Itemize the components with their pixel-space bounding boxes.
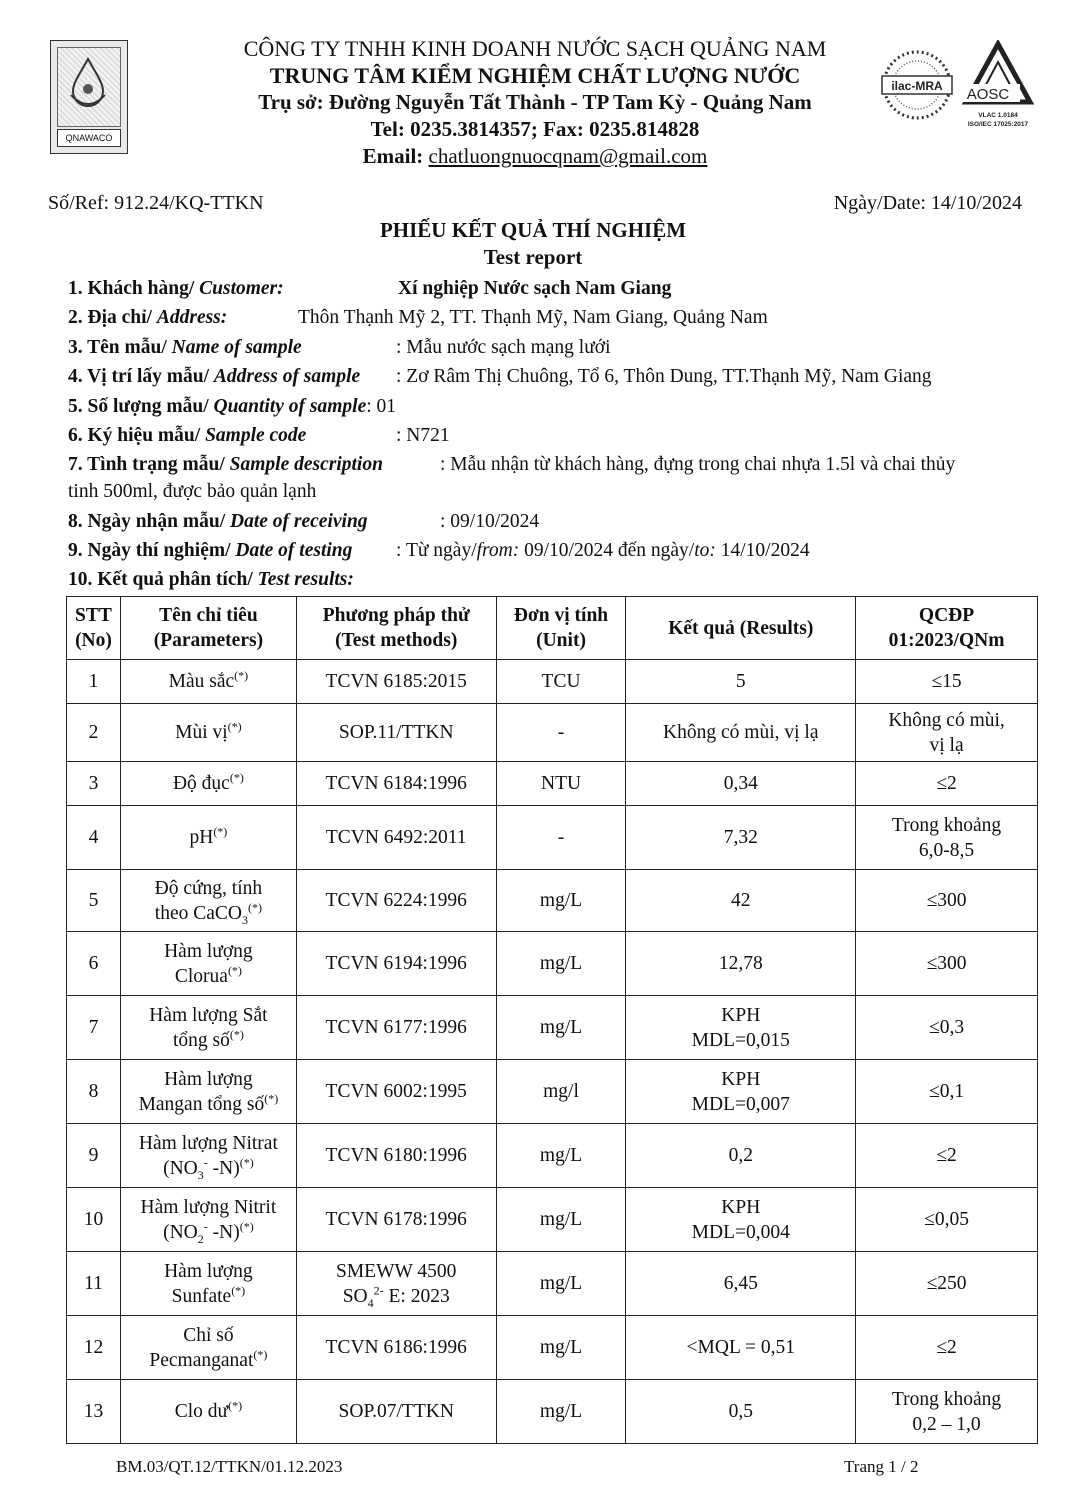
cell-no xyxy=(67,932,121,996)
iso-standard: ISO/IEC 17025:2017 xyxy=(967,121,1029,128)
cell-method xyxy=(296,1316,496,1380)
email-link[interactable]: chatluongnuocqnam@gmail.com xyxy=(428,144,708,168)
unit-value: - xyxy=(557,722,565,743)
test-method: TCVN 6178:1996 xyxy=(325,1209,467,1230)
sample-code-line: 6. Ký hiệu mẫu/ Sample code : N721 xyxy=(68,425,450,446)
cell-result xyxy=(626,704,856,762)
report-subtitle: Test report xyxy=(483,245,583,269)
company-logo xyxy=(50,40,128,154)
row-number: 3 xyxy=(88,773,99,794)
unit-value: mg/L xyxy=(539,1145,583,1166)
sample-description-value: : Mẫu nhận từ khách hàng, đựng trong chai nhựa 1.5l và chai thủy xyxy=(440,454,956,475)
row-number: 12 xyxy=(83,1337,104,1358)
header-stt: STT (No) xyxy=(67,597,121,660)
table-row xyxy=(67,1252,1038,1316)
cell-standard xyxy=(856,996,1038,1060)
quantity-line: 5. Số lượng mẫu/ Quantity of sample: 01 xyxy=(68,396,397,417)
cell-parameter: Chỉ số Pecmanganat(*) xyxy=(120,1316,296,1380)
customer-value: Xí nghiệp Nước sạch Nam Giang xyxy=(398,278,672,299)
cell-standard xyxy=(856,1380,1038,1444)
parameter-name: Hàm lượng xyxy=(164,940,253,962)
standard-value: Không có mùi, xyxy=(888,709,1005,731)
ilac-mra-logo-icon xyxy=(878,46,956,124)
test-method: TCVN 6185:2015 xyxy=(325,671,467,692)
form-code: BM.03/QT.12/TTKN/01.12.2023 xyxy=(116,1457,343,1476)
aosc-text: AOSC xyxy=(966,86,1010,103)
row-number: 4 xyxy=(88,827,99,848)
cell-unit xyxy=(496,1188,626,1252)
result-value: 7,32 xyxy=(723,827,758,848)
unit-value: mg/L xyxy=(539,1273,583,1294)
row-number: 9 xyxy=(88,1145,99,1166)
cell-no xyxy=(67,1060,121,1124)
cell-no xyxy=(67,870,121,932)
standard-value: ≤2 xyxy=(936,1337,957,1358)
row-number: 2 xyxy=(88,722,99,743)
cell-method xyxy=(296,704,496,762)
cell-method xyxy=(296,1380,496,1444)
cell-method xyxy=(296,1124,496,1188)
result-value: 12,78 xyxy=(718,953,763,974)
table-row xyxy=(67,1188,1038,1252)
cell-parameter: Độ đục(*) xyxy=(120,762,296,806)
table-row xyxy=(67,1060,1038,1124)
aosc-accreditation-logo-icon xyxy=(958,40,1038,130)
company-address: Trụ sở: Đường Nguyễn Tất Thành - TP Tam Kỳ - Quảng Nam xyxy=(258,90,812,114)
cell-parameter: Hàm lượng Nitrat ($NO_3^-$ -N)(*) xyxy=(120,1124,296,1188)
test-method: TCVN 6184:1996 xyxy=(325,773,467,794)
result-value: 5 xyxy=(735,671,746,692)
cell-result xyxy=(626,1316,856,1380)
test-method: TCVN 6180:1996 xyxy=(325,1145,467,1166)
email-label: Email: xyxy=(362,144,424,168)
test-method-cont: E: 2023 xyxy=(383,1285,450,1307)
result-value: MDL=0,007 xyxy=(691,1093,790,1115)
cell-no xyxy=(67,806,121,870)
parameter-name-cont: -N) xyxy=(207,1157,240,1179)
unit-value: mg/L xyxy=(539,1209,583,1230)
report-date: Ngày/Date: 14/10/2024 xyxy=(833,192,1022,214)
sample-name-line: 3. Tên mẫu/ Name of sample : Mẫu nước sạch mạng lưới xyxy=(68,337,611,358)
cell-result xyxy=(626,1060,856,1124)
parameter-name-cont: (NO xyxy=(163,1221,198,1243)
cell-method xyxy=(296,762,496,806)
cell-result xyxy=(626,1252,856,1316)
table-row xyxy=(67,806,1038,870)
header-parameters: Tên chỉ tiêu (Parameters) xyxy=(120,597,296,660)
cell-no xyxy=(67,1124,121,1188)
cell-parameter: Hàm lượng Nitrit ($NO_2^-$ -N)(*) xyxy=(120,1188,296,1252)
table-header-row xyxy=(67,597,1038,660)
result-value: 0,2 xyxy=(728,1145,753,1166)
cell-method xyxy=(296,806,496,870)
results-heading: 10. Kết quả phân tích/ Test results: xyxy=(68,569,354,590)
cell-no xyxy=(67,996,121,1060)
page-number: Trang 1 / 2 xyxy=(844,1457,919,1476)
cell-no xyxy=(67,660,121,704)
standard-value: 0,2 – 1,0 xyxy=(912,1413,981,1435)
cell-no xyxy=(67,1188,121,1252)
cell-standard xyxy=(856,762,1038,806)
header-methods: Phương pháp thử (Test methods) xyxy=(296,597,496,660)
cell-method xyxy=(296,1060,496,1124)
table-row xyxy=(67,704,1038,762)
row-number: 1 xyxy=(88,671,99,692)
cell-standard xyxy=(856,870,1038,932)
address-line: 2. Địa chỉ/ Address: Thôn Thạnh Mỹ 2, TT. Thạnh Mỹ, Nam Giang, Quảng Nam xyxy=(68,307,768,328)
standard-value: Trong khoảng xyxy=(891,1388,1002,1410)
cell-result xyxy=(626,932,856,996)
result-value: 0,5 xyxy=(728,1401,753,1422)
table-row xyxy=(67,1124,1038,1188)
results-table xyxy=(66,596,1038,1444)
sample-location-line: 4. Vị trí lấy mẫu/ Address of sample : Zơ Râm Thị Chuông, Tổ 6, Thôn Dung, TT.Thạnh Mỹ, Nam Giang xyxy=(68,366,932,387)
cell-result xyxy=(626,806,856,870)
standard-value: Trong khoảng xyxy=(891,814,1002,836)
test-method: TCVN 6002:1995 xyxy=(325,1081,467,1102)
logo-brand-text: QNAWACO xyxy=(57,129,121,147)
parameter-name: Hàm lượng Sắt xyxy=(149,1004,268,1026)
test-method: SOP.11/TTKN xyxy=(338,722,454,743)
customer-line: 1. Khách hàng/ Customer: Xí nghiệp Nước sạch Nam Giang xyxy=(68,278,672,299)
parameter-name-cont: tổng số xyxy=(172,1029,230,1051)
cell-unit xyxy=(496,660,626,704)
standard-value: ≤0,3 xyxy=(929,1017,965,1038)
result-value: 0,34 xyxy=(723,773,758,794)
parameter-name-cont: Mangan tổng số xyxy=(138,1093,265,1115)
result-value: 6,45 xyxy=(723,1273,758,1294)
result-value: KPH xyxy=(721,1068,761,1090)
sample-location-value: : Zơ Râm Thị Chuông, Tổ 6, Thôn Dung, TT.Thạnh Mỹ, Nam Giang xyxy=(396,366,932,387)
table-row xyxy=(67,1316,1038,1380)
cell-method xyxy=(296,1188,496,1252)
testing-date-value: : Từ ngày/from: 09/10/2024 đến ngày/to: 14/10/2024 xyxy=(396,540,810,561)
cell-result xyxy=(626,1124,856,1188)
cell-no xyxy=(67,1252,121,1316)
table-row xyxy=(67,762,1038,806)
result-value: <MQL = 0,51 xyxy=(686,1337,796,1358)
cell-result xyxy=(626,996,856,1060)
parameter-name: Hàm lượng xyxy=(164,1068,253,1090)
result-value: MDL=0,015 xyxy=(691,1029,790,1051)
vilas-code: VLAC 1.0184 xyxy=(978,112,1018,119)
standard-value: vị lạ xyxy=(929,734,964,756)
cell-no xyxy=(67,762,121,806)
parameter-name: Hàm lượng Nitrat xyxy=(138,1132,278,1154)
center-name: TRUNG TÂM KIỂM NGHIỆM CHẤT LƯỢNG NƯỚC xyxy=(269,63,801,88)
row-number: 5 xyxy=(88,890,99,911)
water-drop-logo-icon xyxy=(65,55,111,111)
row-number: 8 xyxy=(88,1081,99,1102)
unit-value: - xyxy=(557,827,565,848)
cell-parameter: Hàm lượng Sunfate(*) xyxy=(120,1252,296,1316)
cell-method: SMEWW 4500 $SO_4^{2-}$ E: 2023 xyxy=(296,1252,496,1316)
cell-unit xyxy=(496,1380,626,1444)
cell-parameter: pH(*) xyxy=(120,806,296,870)
reference-number: Số/Ref: 912.24/KQ-TTKN xyxy=(48,192,264,214)
unit-value: mg/L xyxy=(539,1017,583,1038)
cell-no xyxy=(67,1380,121,1444)
result-value: 42 xyxy=(731,890,751,911)
parameter-name: pH xyxy=(189,827,214,848)
standard-value: ≤300 xyxy=(926,953,967,974)
cell-standard xyxy=(856,1060,1038,1124)
company-phone: Tel: 0235.3814357; Fax: 0235.814828 xyxy=(370,117,700,141)
cell-unit xyxy=(496,1124,626,1188)
sample-description-line2: tinh 500ml, được bảo quản lạnh xyxy=(68,481,317,502)
cell-standard xyxy=(856,806,1038,870)
standard-value: ≤250 xyxy=(926,1273,967,1294)
address-value: Thôn Thạnh Mỹ 2, TT. Thạnh Mỹ, Nam Giang, Quảng Nam xyxy=(298,307,768,328)
cell-result xyxy=(626,1188,856,1252)
cell-result xyxy=(626,1380,856,1444)
unit-value: mg/l xyxy=(543,1081,579,1102)
test-method: TCVN 6186:1996 xyxy=(325,1337,467,1358)
cell-standard xyxy=(856,1252,1038,1316)
header-unit: Đơn vị tính (Unit) xyxy=(496,597,626,660)
testing-date-line: 9. Ngày thí nghiệm/ Date of testing : Từ ngày/from: 09/10/2024 đến ngày/to: 14/10/2024 xyxy=(68,540,810,561)
table-row xyxy=(67,996,1038,1060)
table-row xyxy=(67,870,1038,932)
cell-unit xyxy=(496,1252,626,1316)
row-number: 6 xyxy=(88,953,99,974)
parameter-name-cont: Clorua xyxy=(174,965,228,987)
cell-result xyxy=(626,660,856,704)
cell-parameter: Hàm lượng Sắt tổng số(*) xyxy=(120,996,296,1060)
table-row xyxy=(67,660,1038,704)
unit-value: mg/L xyxy=(539,890,583,911)
test-method: SOP.07/TTKN xyxy=(338,1401,454,1422)
cell-method xyxy=(296,870,496,932)
result-value: Không có mùi, vị lạ xyxy=(663,722,819,743)
company-name: CÔNG TY TNHH KINH DOANH NƯỚC SẠCH QUẢNG NAM xyxy=(243,36,827,61)
test-method: TCVN 6194:1996 xyxy=(325,953,467,974)
standard-value: ≤2 xyxy=(936,1145,957,1166)
table-row xyxy=(67,932,1038,996)
standard-value: ≤300 xyxy=(926,890,967,911)
result-value: MDL=0,004 xyxy=(691,1221,790,1243)
header-standard: QCĐP 01:2023/QNm xyxy=(856,597,1038,660)
sample-code-value: : N721 xyxy=(396,425,450,446)
company-email-line xyxy=(140,144,930,169)
test-method: TCVN 6492:2011 xyxy=(325,827,467,848)
cell-parameter: Mùi vị(*) xyxy=(120,704,296,762)
cell-parameter: Hàm lượng Clorua(*) xyxy=(120,932,296,996)
cell-parameter: Màu sắc(*) xyxy=(120,660,296,704)
unit-value: mg/L xyxy=(539,1401,583,1422)
cell-parameter: Clo dư(*) xyxy=(120,1380,296,1444)
cell-method xyxy=(296,660,496,704)
unit-value: TCU xyxy=(541,671,581,692)
cell-standard xyxy=(856,1124,1038,1188)
cell-unit xyxy=(496,704,626,762)
cell-parameter: Độ cứng, tính theo CaCO$_3$(*) xyxy=(120,870,296,932)
row-number: 11 xyxy=(84,1273,103,1294)
cell-unit xyxy=(496,1316,626,1380)
cell-standard xyxy=(856,704,1038,762)
sample-description-line: 7. Tình trạng mẫu/ Sample description : Mẫu nhận từ khách hàng, đựng trong chai nhựa 1.5l và chai thủy xyxy=(68,454,956,475)
cell-method xyxy=(296,996,496,1060)
parameter-name: Độ đục xyxy=(172,773,230,794)
standard-value: ≤0,1 xyxy=(929,1081,965,1102)
cell-standard xyxy=(856,1316,1038,1380)
cell-unit xyxy=(496,806,626,870)
standard-value: ≤0,05 xyxy=(924,1209,969,1230)
cell-unit xyxy=(496,1060,626,1124)
ilac-text: ilac-MRA xyxy=(891,79,943,93)
cell-unit xyxy=(496,932,626,996)
cell-unit xyxy=(496,870,626,932)
report-title: PHIẾU KẾT QUẢ THÍ NGHIỆM xyxy=(379,218,687,242)
row-number: 10 xyxy=(83,1209,104,1230)
parameter-name: Độ cứng, tính xyxy=(154,877,263,899)
receiving-date-line: 8. Ngày nhận mẫu/ Date of receiving : 09/10/2024 xyxy=(68,511,540,532)
cell-no xyxy=(67,704,121,762)
receiving-date-value: : 09/10/2024 xyxy=(440,511,540,532)
cell-method xyxy=(296,932,496,996)
unit-value: mg/L xyxy=(539,1337,583,1358)
test-method-cont: SO xyxy=(342,1285,368,1307)
parameter-name-cont: theo CaCO xyxy=(154,902,242,924)
result-value: KPH xyxy=(721,1196,761,1218)
unit-value: mg/L xyxy=(539,953,583,974)
parameter-name-cont: Pecmanganat xyxy=(149,1349,254,1371)
test-method: TCVN 6177:1996 xyxy=(325,1017,467,1038)
unit-value: NTU xyxy=(540,773,582,794)
parameter-name: Hàm lượng Nitrit xyxy=(140,1196,277,1218)
parameter-name-cont: Sunfate xyxy=(171,1285,232,1307)
result-value: KPH xyxy=(721,1004,761,1026)
cell-unit xyxy=(496,996,626,1060)
row-number: 13 xyxy=(83,1401,104,1422)
sample-name-value: : Mẫu nước sạch mạng lưới xyxy=(396,337,611,358)
cell-standard xyxy=(856,1188,1038,1252)
parameter-name: Clo dư xyxy=(174,1401,229,1422)
standard-value: ≤2 xyxy=(936,773,957,794)
table-row xyxy=(67,1380,1038,1444)
cell-result xyxy=(626,762,856,806)
standard-value: 6,0-8,5 xyxy=(918,839,975,861)
parameter-name: Màu sắc xyxy=(168,671,235,692)
parameter-name: Mùi vị xyxy=(175,722,228,743)
cell-standard xyxy=(856,660,1038,704)
standard-value: ≤15 xyxy=(931,671,962,692)
cell-standard xyxy=(856,932,1038,996)
quantity-value: : 01 xyxy=(366,396,397,417)
cell-no xyxy=(67,1316,121,1380)
parameter-name: Hàm lượng xyxy=(164,1260,253,1282)
test-method: TCVN 6224:1996 xyxy=(325,890,467,911)
cell-unit xyxy=(496,762,626,806)
test-method: SMEWW 4500 xyxy=(336,1260,457,1282)
row-number: 7 xyxy=(88,1017,99,1038)
cell-parameter: Hàm lượng Mangan tổng số(*) xyxy=(120,1060,296,1124)
parameter-name: Chỉ số xyxy=(183,1324,234,1346)
parameter-name-cont: -N) xyxy=(207,1221,240,1243)
parameter-name-cont: (NO xyxy=(163,1157,198,1179)
header-results: Kết quả (Results) xyxy=(626,597,856,660)
cell-result xyxy=(626,870,856,932)
